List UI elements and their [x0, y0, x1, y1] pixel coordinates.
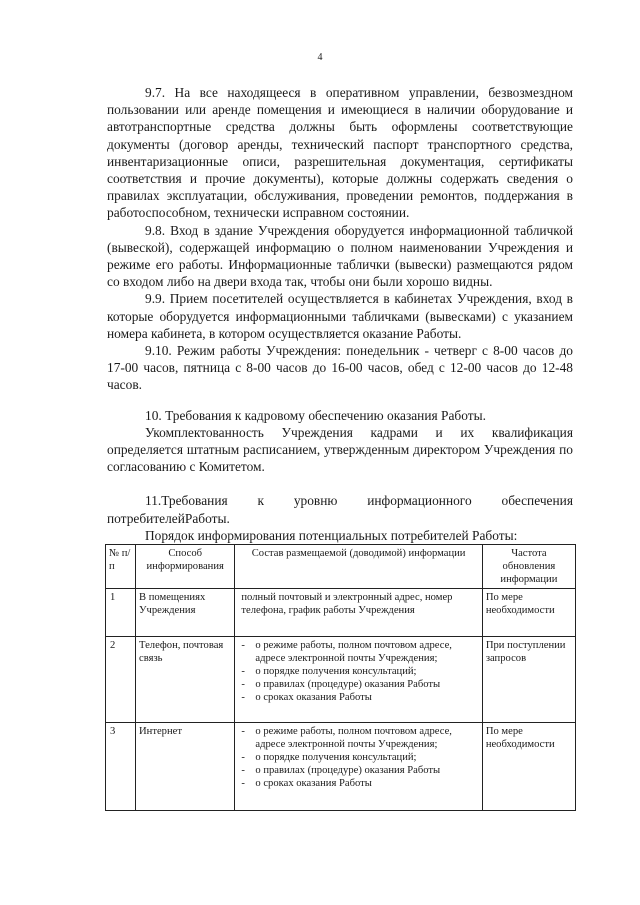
list-item: - о режиме работы, полном почтовом адресе, адресе электронной почты Учреждения; — [241, 726, 452, 751]
header-frequency: Частота обновления информации — [482, 545, 575, 589]
list-item: - о порядке получения консультаций; — [241, 666, 417, 678]
header-num: № п/п — [106, 545, 136, 589]
row-content — [235, 723, 482, 811]
document-body — [107, 84, 573, 811]
section-10-title: 10. Требования к кадровому обеспечению оказания Работы. — [145, 407, 486, 423]
row-frequency: По мере необходимости — [482, 589, 575, 637]
row-num: 3 — [106, 723, 136, 811]
row-num: 1 — [106, 589, 136, 637]
table-header-row — [106, 545, 576, 589]
paragraph-9-8: 9.8. Вход в здание Учреждения оборудуется информационной табличкой (вывеской), содержащей информацию о полном наименовании Учреждения и режиме его работы. Информационные таблички (вывески) размещаются рядом со входом либо на двери входа так, чтобы они были хорошо видны. — [107, 222, 573, 290]
header-content: Состав размещаемой (доводимой) информации — [235, 545, 482, 589]
row-method: Интернет — [136, 723, 235, 811]
section-11-title: 11.Требования к уровню информационного обеспечения потребителейРаботы. — [107, 493, 573, 526]
list-item: - о правилах (процедуре) оказания Работы — [241, 765, 441, 777]
section-10-body: Укомплектованность Учреждения кадрами и их квалификация определяется штатным расписанием, утвержденным директором Учреждения по согласованию с Комитетом. — [107, 424, 573, 475]
table-row — [106, 589, 576, 637]
row-method: В помещениях Учреждения — [136, 589, 235, 637]
information-table — [105, 544, 576, 811]
row-frequency: При поступлении запросов — [482, 637, 575, 723]
row-content: полный почтовый и электронный адрес, номер телефона, график работы Учреждения — [235, 589, 482, 637]
table-caption: Порядок информирования потенциальных потребителей Работы: — [145, 527, 518, 543]
page-number: 4 — [317, 52, 323, 63]
header-method: Способ информирования — [136, 545, 235, 589]
row-method: Телефон, почтовая связь — [136, 637, 235, 723]
paragraph-9-7: 9.7. На все находящееся в оперативном управлении, безвозмездном пользовании или аренде помещения и имеющиеся в наличии оборудование и автотранспортные средства должны быть оформлены соответствующие документы (договор аренды, технический паспорт транспортного средства, инвентаризационные описи, разрешительная документация, сертификаты соответствия и прочие документы), которые должны содержать сведения о правилах эксплуатации, обслуживания, проведении ремонтов, поддержания в работоспособном, технически исправном состоянии. — [107, 85, 573, 221]
row-content — [235, 637, 482, 723]
list-item: - о сроках оказания Работы — [241, 692, 372, 704]
list-item: - о сроках оказания Работы — [241, 778, 372, 790]
list-item: - о правилах (процедуре) оказания Работы — [241, 679, 441, 691]
row-num: 2 — [106, 637, 136, 723]
table-row — [106, 637, 576, 723]
list-item: - о режиме работы, полном почтовом адресе, адресе электронной почты Учреждения; — [241, 640, 452, 665]
row-frequency: По мере необходимости — [482, 723, 575, 811]
table-row — [106, 723, 576, 811]
paragraph-9-9: 9.9. Прием посетителей осуществляется в кабинетах Учреждения, вход в которые оборудуется информационными табличками (вывесками) с указанием номера кабинета, в котором осуществляется оказание Работы. — [107, 291, 573, 341]
list-item: - о порядке получения консультаций; — [241, 752, 417, 764]
paragraph-9-10: 9.10. Режим работы Учреждения: понедельник - четверг с 8-00 часов до 17-00 часов, пятница с 8-00 часов до 16-00 часов, обед с 12-00 часов до 12-48 часов. — [107, 343, 573, 393]
